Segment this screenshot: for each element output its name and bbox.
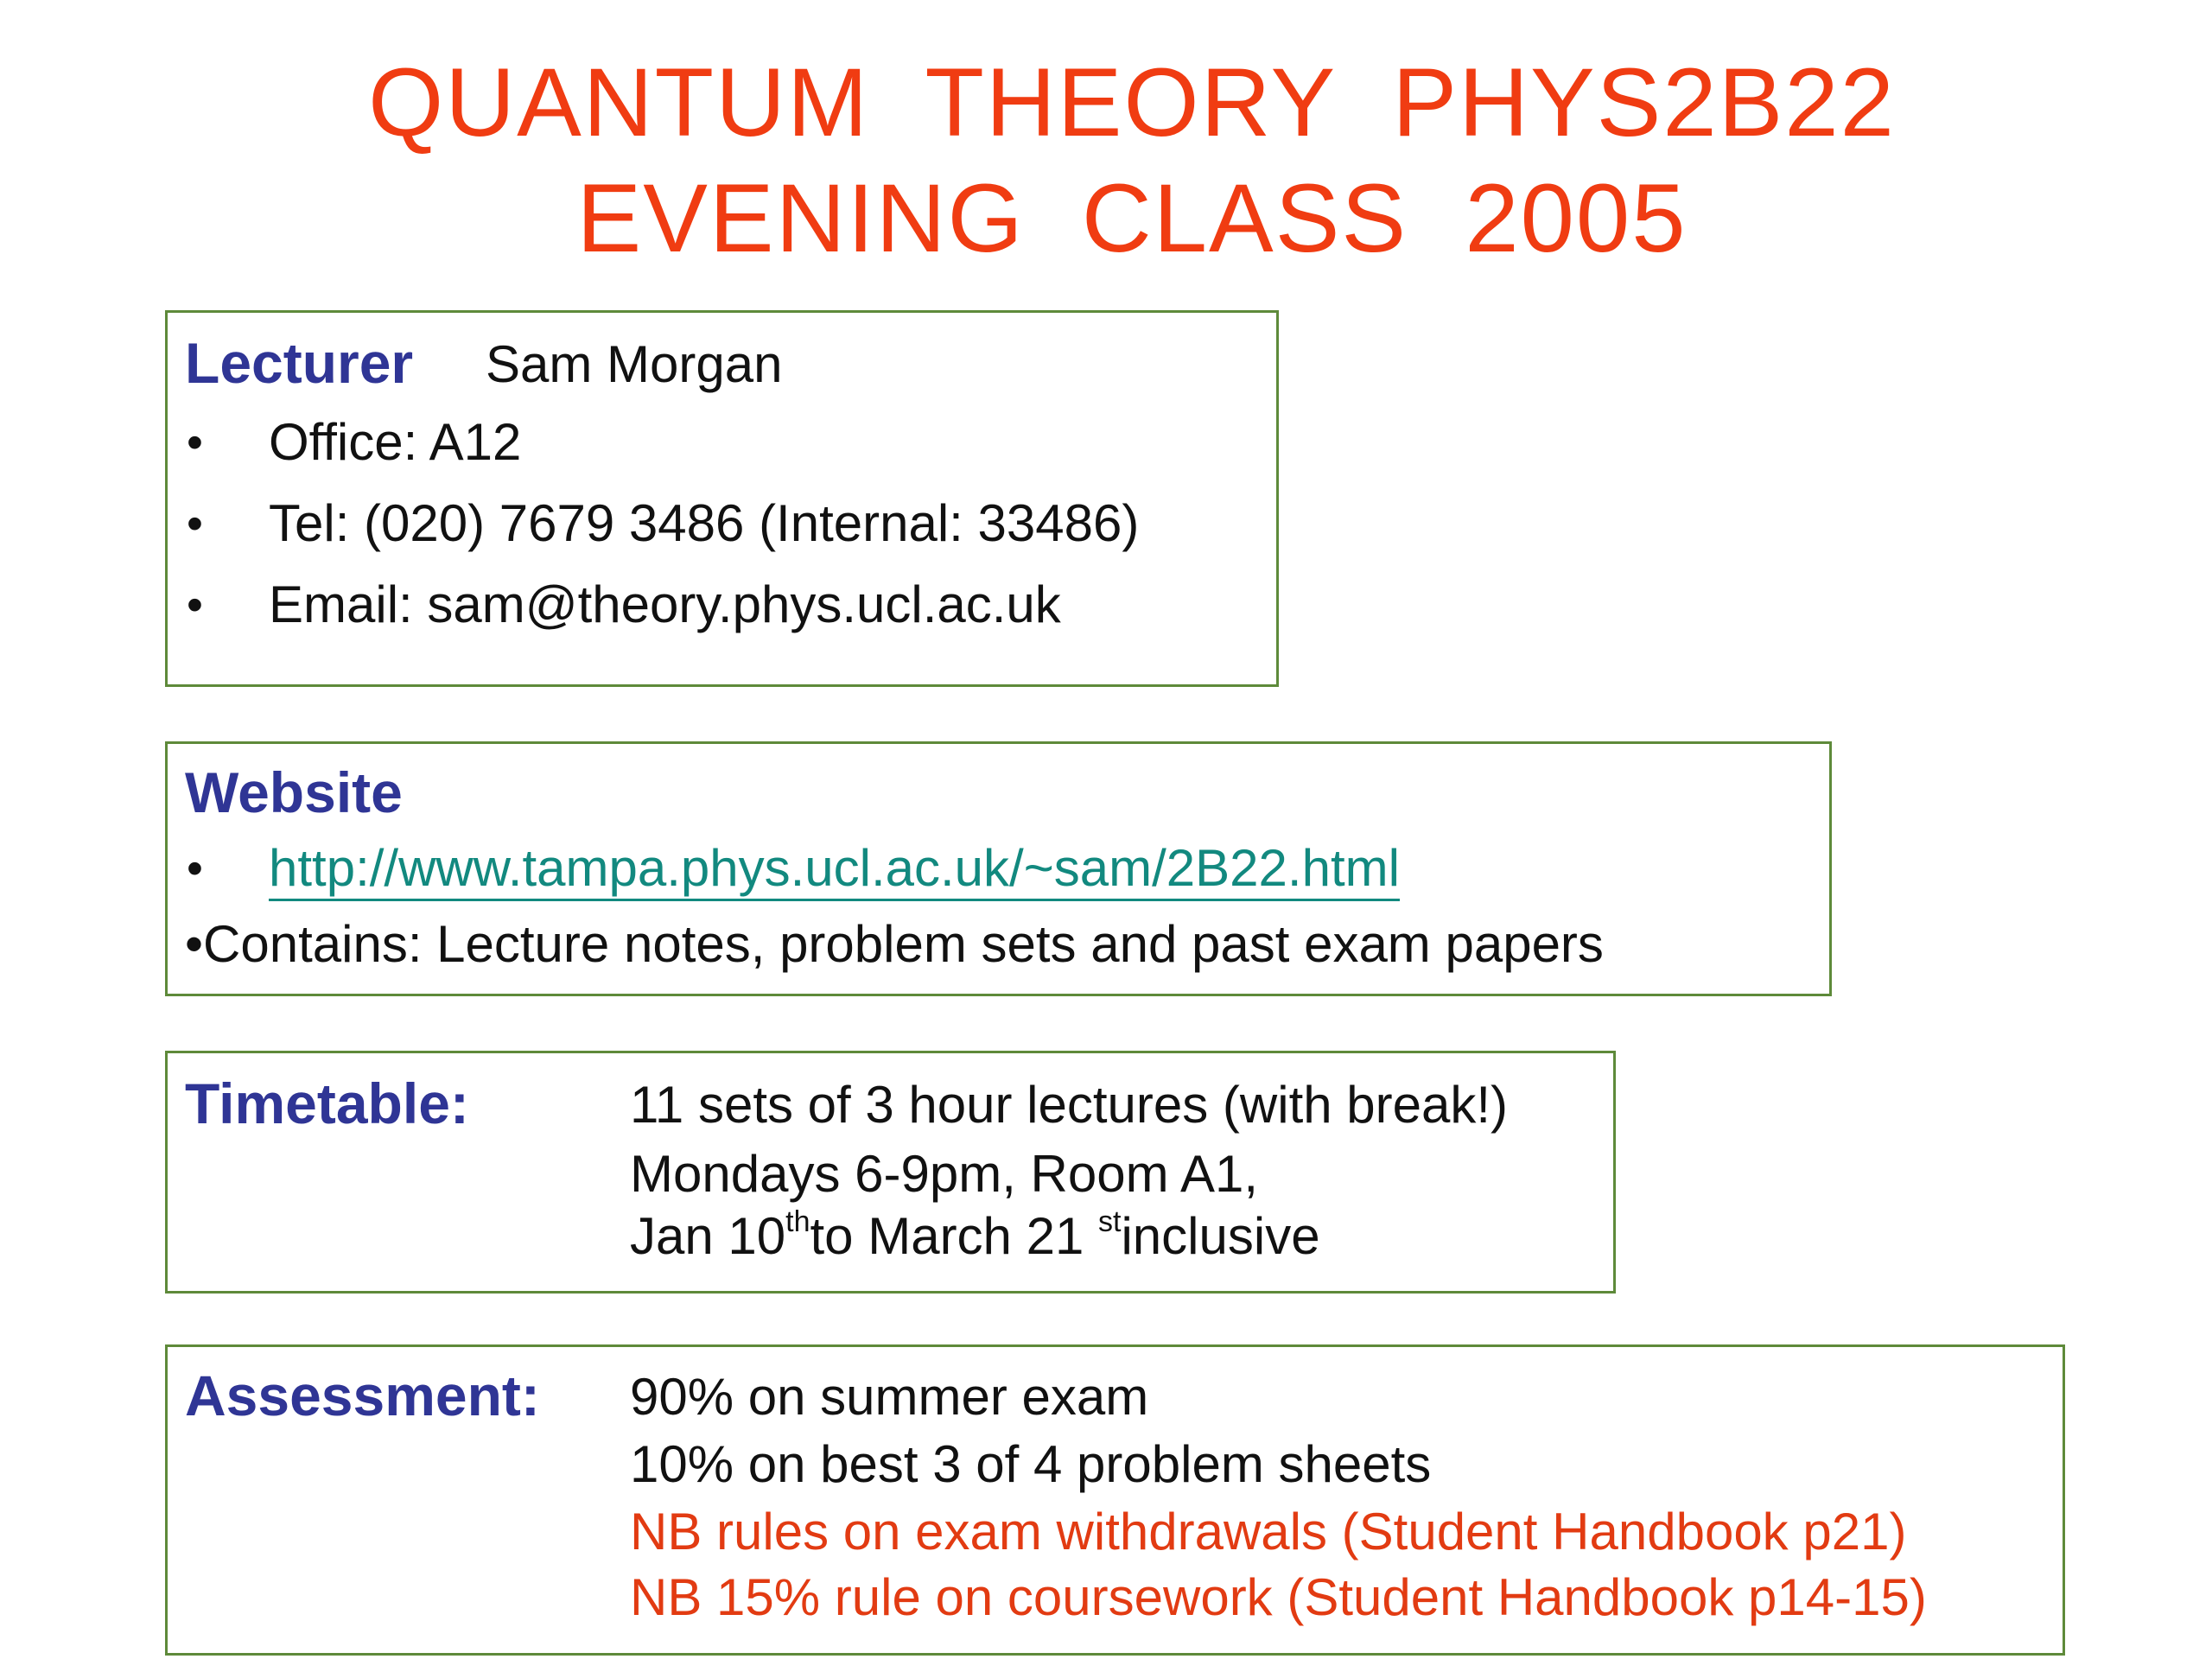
bullet-office: • xyxy=(187,416,203,468)
page-title-line-1: QUANTUM THEORY PHYS2B22 xyxy=(368,48,1896,156)
bullet-email: • xyxy=(187,579,203,631)
website-box xyxy=(165,741,1832,996)
lecturer-box xyxy=(165,310,1279,687)
website-link[interactable]: http://www.tampa.phys.ucl.ac.uk/~sam/2B22.html xyxy=(269,839,1400,901)
assessment-line-2: 10% on best 3 of 4 problem sheets xyxy=(630,1435,1432,1493)
timetable-heading: Timetable: xyxy=(185,1071,469,1135)
assessment-box xyxy=(165,1344,2065,1656)
timetable-line-2: Mondays 6-9pm, Room A1, xyxy=(630,1145,1259,1203)
assessment-heading: Assessment: xyxy=(185,1363,540,1427)
page-title-line-2: EVENING CLASS 2005 xyxy=(576,164,1688,272)
assessment-withdrawal-rule: NB rules on exam withdrawals (Student Handbook p21) xyxy=(630,1503,1907,1560)
lecturer-email: Email: sam@theory.phys.ucl.ac.uk xyxy=(269,575,1061,633)
assessment-line-1: 90% on summer exam xyxy=(630,1368,1149,1426)
bullet-tel: • xyxy=(187,498,203,550)
bullet-url: • xyxy=(187,842,203,894)
timetable-line-1: 11 sets of 3 hour lectures (with break!) xyxy=(630,1076,1509,1134)
website-heading: Website xyxy=(185,760,403,824)
lecturer-heading: Lecturer xyxy=(185,331,414,395)
lecturer-tel: Tel: (020) 7679 3486 (Internal: 33486) xyxy=(269,494,1140,552)
timetable-box xyxy=(165,1051,1616,1294)
timetable-line-3: Jan 10thto March 21 $^{st}$inclusive xyxy=(630,1205,1320,1265)
lecturer-office: Office: A12 xyxy=(269,413,522,471)
assessment-coursework-rule: NB 15% rule on coursework (Student Handbook p14-15) xyxy=(630,1568,1927,1626)
website-contents: •Contains: Lecture notes, problem sets and past exam papers xyxy=(185,915,1604,973)
lecturer-name: Sam Morgan xyxy=(486,335,783,393)
